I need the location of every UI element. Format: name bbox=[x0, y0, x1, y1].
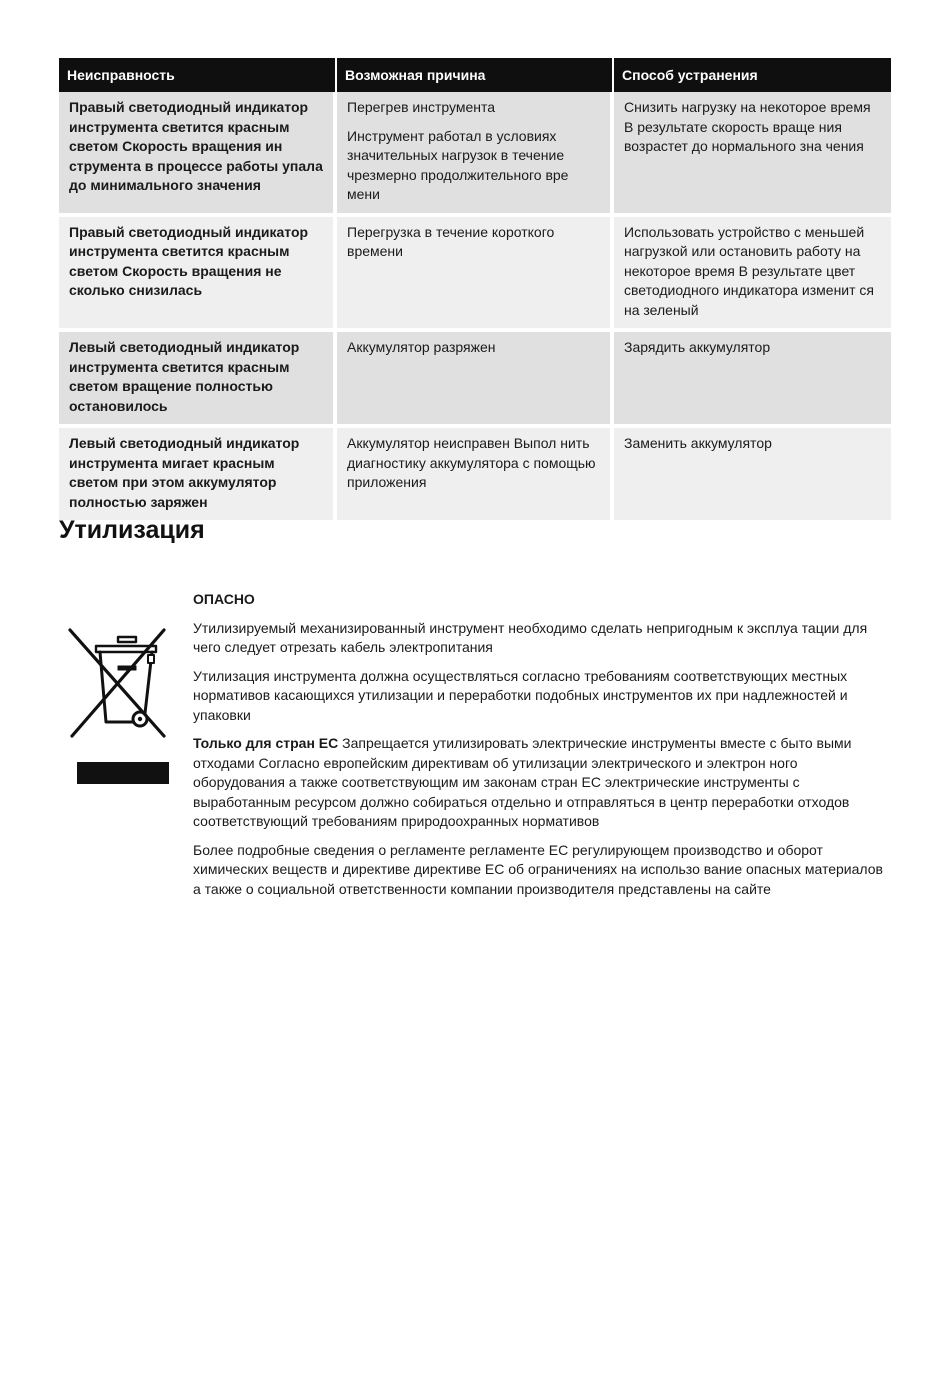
cause-text: Инструмент работал в условиях значительных нагрузок в течение чрезмерно продолжительного вре мени bbox=[347, 127, 569, 202]
eu-text: Запрещается утилизировать электрические инструменты вместе с быто выми отходами Согласно европейским директивам об утилизации электрического и электрон ного оборудования а также соответствующим им законам стран ЕС электрические инструменты с выработанным ресурсом должно собираться отдельно и отправляться в центр переработки отходов соответствующий требованиям природоохранных нормативов bbox=[193, 735, 852, 829]
troubleshooting-table bbox=[59, 58, 891, 524]
header-cause: Возможная причина bbox=[337, 58, 614, 92]
disposal-content bbox=[193, 590, 887, 908]
table-row bbox=[59, 428, 891, 524]
cause-text: Перегрев инструмента bbox=[347, 99, 496, 115]
table-header-row bbox=[59, 58, 891, 92]
fault-cell: Правый светодиодный индикатор инструмента светится красным светом Скорость вращения ин струмента в процессе работы упала до минимального значения bbox=[59, 92, 337, 217]
marking-bar bbox=[77, 762, 169, 784]
fault-cell: Левый светодиодный индикатор инструмента светится красным светом вращение полностью остановилось bbox=[59, 332, 337, 428]
remedy-cell: Использовать устройство с меньшей нагрузкой или остановить работу на некоторое время В результате цвет светодиодного индикатора изменит ся на зеленый bbox=[614, 217, 891, 333]
cause-text: Аккумулятор неисправен Выпол нить диагностику аккумулятора с помощью приложения bbox=[347, 435, 596, 490]
disposal-paragraph: Утилизируемый механизированный инструмент необходимо сделать непригодным к эксплуа тации для чего следует отрезать кабель электропитания bbox=[193, 619, 868, 655]
warning-label: ОПАСНО bbox=[193, 591, 255, 607]
eu-only-label: Только для стран ЕС bbox=[193, 735, 339, 751]
disposal-paragraph-eu bbox=[193, 734, 887, 832]
cause-cell bbox=[337, 92, 614, 217]
disposal-paragraph: Более подробные сведения о регламенте регламенте ЕС регулирующем производство и оборот химических веществ и директиве директиве ЕС об ограничениях на использо вание опасных материалов а также о социальной ответственности компании производителя представлены на сайте bbox=[193, 841, 883, 897]
disposal-paragraph: Утилизация инструмента должна осуществляться согласно требованиям соответствующих местных нормативов касающихся утилизации и переработки подобных инструментов их при надлежностей и упаковки bbox=[193, 667, 848, 723]
remedy-cell: Заменить аккумулятор bbox=[614, 428, 891, 524]
fault-cell: Правый светодиодный индикатор инструмента светится красным светом Скорость вращения не сколько снизилась bbox=[59, 217, 337, 333]
header-fault: Неисправность bbox=[59, 58, 337, 92]
remedy-cell: Снизить нагрузку на некоторое время В результате скорость враще ния возрастет до нормального зна чения bbox=[614, 92, 891, 217]
header-remedy: Способ устранения bbox=[614, 58, 891, 92]
cause-text: Перегрузка в течение короткого времени bbox=[347, 223, 555, 259]
table-row bbox=[59, 332, 891, 428]
cause-cell bbox=[337, 332, 614, 428]
fault-cell: Левый светодиодный индикатор инструмента мигает красным светом при этом аккумулятор полностью заряжен bbox=[59, 428, 337, 524]
cause-text: Аккумулятор разряжен bbox=[347, 339, 496, 355]
cause-cell bbox=[337, 428, 614, 524]
remedy-cell: Зарядить аккумулятор bbox=[614, 332, 891, 428]
section-title-disposal: Утилизация bbox=[59, 516, 205, 544]
table-row bbox=[59, 217, 891, 333]
cause-cell bbox=[337, 217, 614, 333]
table-row bbox=[59, 92, 891, 217]
